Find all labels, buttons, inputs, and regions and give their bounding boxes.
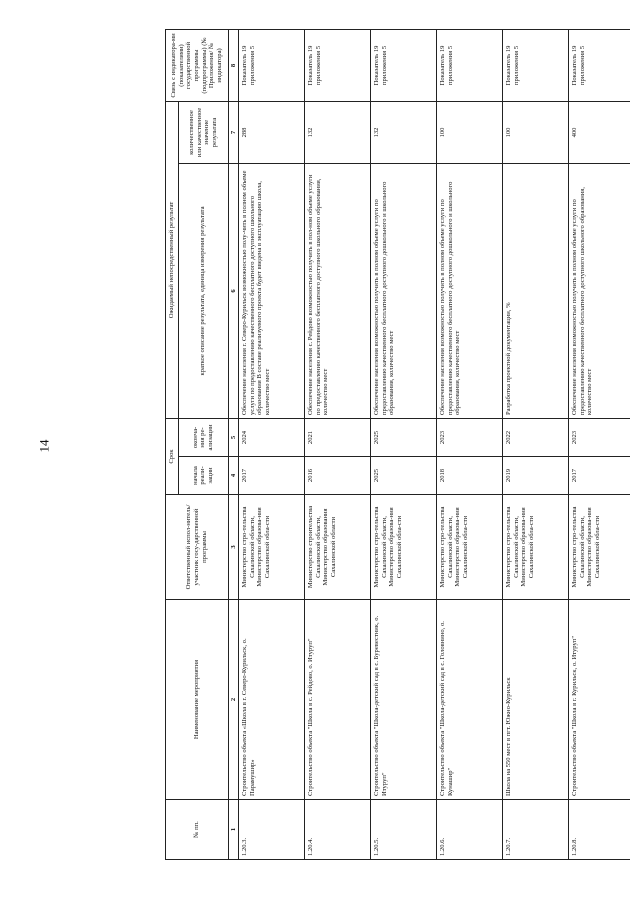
row-responsible: Министерство стро-тельства Сахалинской области, Министерство образова-ния Сахалинской обла-сти bbox=[239, 495, 305, 600]
header-name: Наименование мероприятия bbox=[166, 600, 229, 800]
col-number: 1 bbox=[228, 800, 239, 860]
row-desc: Обеспечение населения г. Северо-Курильск возможностью полу-чить в полном объеме услуги по предоставлению качественного бесплатного доступного школьного образования В составе реализуемого проекта будет введена в эксплуатацию школа, количество мест bbox=[239, 163, 305, 418]
row-name: Строительство объекта «Школа в г. Северо-Курильск, о. Парамушир» bbox=[239, 600, 305, 800]
table-row bbox=[305, 29, 371, 859]
page-number: 14 bbox=[36, 439, 52, 453]
col-number: 7 bbox=[228, 101, 239, 163]
row-end: 2023 bbox=[437, 418, 503, 456]
row-end: 2021 bbox=[305, 418, 371, 456]
row-number: 1.20.7. bbox=[503, 800, 569, 860]
header-no: № пп. bbox=[166, 800, 229, 860]
row-end: 2025 bbox=[371, 418, 437, 456]
row-qty: 132 bbox=[305, 101, 371, 163]
header-expected: Ожидаемый непосредственный результат bbox=[166, 101, 179, 418]
row-link: Показатель 19 приложения 5 bbox=[503, 29, 569, 101]
row-number: 1.20.6. bbox=[437, 800, 503, 860]
row-end: 2022 bbox=[503, 418, 569, 456]
row-name: Строительство объекта "Школа в г. Курильск, о. Итуруп" bbox=[569, 600, 630, 800]
header-short-desc: краткое описание результата, единица измерения результата bbox=[178, 163, 228, 418]
row-number: 1.20.5. bbox=[371, 800, 437, 860]
row-start: 2016 bbox=[305, 457, 371, 495]
table-wrapper bbox=[165, 30, 630, 860]
row-responsible: Министерство стро-тельства Сахалинской области, Министерство образова-ния Сахалинской обла-сти bbox=[569, 495, 630, 600]
row-qty: 100 bbox=[437, 101, 503, 163]
row-responsible: Министерство стро-тельства Сахалинской области, Министерство образова-ния Сахалинской обла-сти bbox=[371, 495, 437, 600]
table-row bbox=[569, 29, 630, 859]
row-desc: Обеспечение населения с. Рейдово возможностью получить в пол-ном объеме услуги по предоставлению качественного бесплатного доступного школьного образования, количество мест bbox=[305, 163, 371, 418]
row-link: Показатель 19 приложения 5 bbox=[305, 29, 371, 101]
row-qty: 132 bbox=[371, 101, 437, 163]
row-name: Школа на 550 мест в пгт. Южно-Курильск bbox=[503, 600, 569, 800]
table-row bbox=[239, 29, 305, 859]
header-start: начала реали-зации bbox=[178, 457, 228, 495]
col-number: 8 bbox=[228, 29, 239, 101]
row-start: 2019 bbox=[503, 457, 569, 495]
header-term: Срок bbox=[166, 418, 179, 494]
measures-table bbox=[165, 29, 630, 860]
col-number: 6 bbox=[228, 163, 239, 418]
row-name: Строительство объекта "Школа-детский сад в с. Головнино, о. Кунашир" bbox=[437, 600, 503, 800]
table-row bbox=[437, 29, 503, 859]
row-start: 2017 bbox=[239, 457, 305, 495]
row-desc: Обеспечение населения возможностью получить в полном объеме услуги по предоставлению качественного бесплатного доступного школьного образования, количество мест bbox=[569, 163, 630, 418]
col-number: 2 bbox=[228, 600, 239, 800]
header-quantity: количественное или качественное значение результата bbox=[178, 101, 228, 163]
row-start: 2025 bbox=[371, 457, 437, 495]
row-link: Показатель 19 приложения 5 bbox=[437, 29, 503, 101]
row-end: 2023 bbox=[569, 418, 630, 456]
col-number: 5 bbox=[228, 418, 239, 456]
row-number: 1.20.8. bbox=[569, 800, 630, 860]
table-row bbox=[503, 29, 569, 859]
header-responsible: Ответственный испол-нитель/участник госу-дарственной программы bbox=[166, 495, 229, 600]
rotated-table-container bbox=[165, 30, 630, 860]
row-responsible: Министерство стро-тельства Сахалинской области, Министерство образова-ния Сахалинской обла-сти bbox=[503, 495, 569, 600]
header-end: оконча-ния ре-ализации bbox=[178, 418, 228, 456]
row-link: Показатель 19 приложения 5 bbox=[371, 29, 437, 101]
header-link: Связь с индикатора-ми (показателями) государственной программы (подпрограммы) (№ Приложения/ № индикатора) bbox=[166, 29, 229, 101]
row-start: 2017 bbox=[569, 457, 630, 495]
row-start: 2018 bbox=[437, 457, 503, 495]
row-desc: Разработка проектной документации, % bbox=[503, 163, 569, 418]
row-number: 1.20.3. bbox=[239, 800, 305, 860]
table-row bbox=[371, 29, 437, 859]
col-number: 3 bbox=[228, 495, 239, 600]
row-link: Показатель 19 приложения 5 bbox=[239, 29, 305, 101]
row-qty: 400 bbox=[569, 101, 630, 163]
row-qty: 288 bbox=[239, 101, 305, 163]
row-link: Показатель 19 приложения 5 bbox=[569, 29, 630, 101]
row-name: Строительство объекта "Школа в с. Рейдово, о. Итуруп" bbox=[305, 600, 371, 800]
row-qty: 100 bbox=[503, 101, 569, 163]
row-responsible: Министерство строительства Сахалинской области, Министерство образования Сахалинской области bbox=[305, 495, 371, 600]
row-end: 2024 bbox=[239, 418, 305, 456]
row-responsible: Министерство стро-тельства Сахалинской области, Министерство образова-ния Сахалинской обла-сти bbox=[437, 495, 503, 600]
row-desc: Обеспечение населения возможностью получить в полном объеме услуги по предоставлению качественного бесплатного доступного дошкольного и школьного образования, количество мест bbox=[437, 163, 503, 418]
row-desc: Обеспечение населения возможностью получить в полном объеме услуги по предоставлению качественного бесплатного доступного дошкольного и школьного образования, количество мест bbox=[371, 163, 437, 418]
col-number: 4 bbox=[228, 457, 239, 495]
row-name: Строительство объекта "Школа-детский сад в с. Буревестник, о. Итуруп" bbox=[371, 600, 437, 800]
row-number: 1.20.4. bbox=[305, 800, 371, 860]
